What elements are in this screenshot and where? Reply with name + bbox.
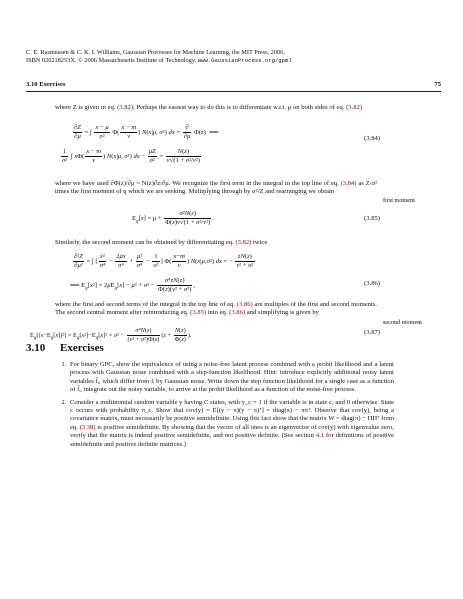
p2-text-b: as Z/σ² times the first moment of q which we are seeking. Multiplying through by σ²/Z and rearranging we obtain xyxy=(55,180,377,195)
equation-3-84 xyxy=(60,122,380,176)
header-isbn-copyright: ISBN 026218253X. © 2006 Massachusetts Institute of Technology. xyxy=(26,57,197,65)
eq87-body: $E_q[(x-E_q[x])^2] = E_q[x^2]-E_q[x]^2 = \sigma^2$ − $\frac{\text{σ⁴N(z)}}{\text{(v² + σ²)Φ(z)}}$ (z + $\frac{N(z)}{\Phi(z)}$ ). xyxy=(30,327,192,343)
p3-text-a: Similarly, the second moment can be obtained by differentiating eq. xyxy=(55,239,234,246)
exercise-2-text-c: for definitions of positive semidefinite and positive definite matrices.) xyxy=(70,432,394,448)
header-url-link[interactable]: www.GaussianProcess.org/gpml xyxy=(197,57,292,65)
eq-ref-3-82[interactable]: (3.82) xyxy=(235,239,252,246)
margin-note-second-moment: second moment xyxy=(383,319,423,326)
p4-text-b: are multiples of the first and second moments. The second central moment after reintroducing eq. xyxy=(55,301,377,316)
page-number: 75 xyxy=(434,81,441,88)
eq86-line1: $\frac{\text{∂²Z}}{\text{∂μ²}}$ = ∫ [ $\frac{\text{x²}}{\text{σ⁴}}$ − $\frac{2\mu x}{\text{σ⁴}}$ + $\frac{\text{μ²}}{\text{σ⁴}}$ − $\frac{1}{\text{σ²}}$ ] Φ( $\frac{x-m}{v}$ ) N(x|μ,σ²) dx = − $\frac{zN(z)}{\text{v² + σ²}}$ xyxy=(74,253,254,269)
eq85-body: $E_q[x] = \mu$ + $\frac{\text{σ²N(z)}}{\text{Φ(z)v√(1 + σ²/v²)}}$ . xyxy=(132,210,214,226)
eq86-number: (3.86) xyxy=(364,280,380,287)
p1-text-b: . Perhaps the easiest way to do this is to differentiate w.r.t. μ on both sides of eq. xyxy=(133,104,345,111)
book-header xyxy=(26,49,446,65)
eq-ref-3-84[interactable]: (3.84) xyxy=(340,180,357,187)
header-rule xyxy=(26,91,441,92)
eq-ref-3-38[interactable]: (3.38) xyxy=(79,423,96,431)
eq84-line1: $\frac{\partial Z}{\partial\mu}$ = ∫ $\frac{x - \mu}{\text{σ²}}$ Φ( $\frac{x - m}{v}$ ) N(x|μ, σ²) dx = $\frac{\partial}{\partial\mu}$ Φ(z) ⟺ xyxy=(74,124,219,140)
eq86-line2: ⟺ $E_q[x^2] = 2\mu E_q[x] - \mu^2 + \sigma^2$ − $\frac{\text{σ⁴zN(z)}}{\text{Φ(z)(v² + σ²)}}$ , xyxy=(70,277,196,293)
section-number: 3.10 xyxy=(26,342,46,354)
margin-note-first-moment: first moment xyxy=(383,197,415,204)
paragraph-4 xyxy=(55,301,377,317)
eq84-number: (3.84) xyxy=(364,135,380,142)
exercise-1-text: For binary GPC, show the equivalence of using a noise-free latent process combined with a probit likelihood and a latent process with Gaussian noise combined with a step-function likelihood. Hint: introduce explicitly additional noisy latent variables f̃ᵢ, which differ from fᵢ by Gaussian noise. Write down the step function likelihood for a single case as a function of f̃ᵢ, integrate out the noisy variable, to arrive at the probit likelihood as a function of the noise-free process. xyxy=(70,361,394,394)
header-line-2 xyxy=(26,57,446,65)
equation-3-86 xyxy=(60,251,380,299)
running-head-section: 3.10 Exercises xyxy=(26,81,66,88)
header-line-1: C. E. Rasmussen & C. K. I. Williams, Gaussian Processes for Machine Learning, the MIT Press, 2006, xyxy=(26,49,285,56)
exercise-item-1 xyxy=(68,361,394,395)
eq-ref-3-85[interactable]: (3.85) xyxy=(190,309,207,316)
eq87-number: (3.87) xyxy=(364,329,380,336)
eq-ref-3-82[interactable]: (3.82) xyxy=(346,104,363,111)
section-heading xyxy=(26,342,104,354)
paragraph-2 xyxy=(55,180,377,196)
equation-3-85 xyxy=(60,208,380,234)
exercise-list xyxy=(55,361,394,453)
p4-text-c: into eq. xyxy=(207,309,228,316)
exercise-2-text-b: is positive semidefinite. By showing that the vector of all ones is an eigenvector of cov(y) with eigenvalue zero, verify that the matrix is indeed positive semidefinite, and not positive definite. (See section xyxy=(70,423,394,440)
paragraph-1 xyxy=(55,104,377,112)
running-head xyxy=(26,81,441,88)
eq-ref-3-86[interactable]: (3.86) xyxy=(229,309,246,316)
paragraph-3 xyxy=(55,239,377,247)
eq85-number: (3.85) xyxy=(364,215,380,222)
p1-text-a: where Z is given in eq. xyxy=(55,104,116,111)
eq-ref-3-82[interactable]: (3.82) xyxy=(117,104,134,111)
eq-ref-3-86[interactable]: (3.86) xyxy=(236,301,253,308)
p4-text-d: and simplifying is given by xyxy=(246,309,319,316)
exercise-item-2 xyxy=(68,399,394,449)
section-ref-4-1[interactable]: 4.1 xyxy=(315,432,325,440)
p4-text-a: where the first and second terms of the integral in the top line of eq. xyxy=(55,301,236,308)
eq84-line2: $\frac{1}{\text{σ²}}$ ∫ xΦ( $\frac{x - m}{v}$ ) N(x|μ, σ²) dx − $\frac{\mu Z}{\text{σ²}}$ = $\frac{N(z)}{\text{v√(1 + σ²/v²)}}$ xyxy=(62,148,200,164)
p3-text-b: twice xyxy=(252,239,268,246)
section-title: Exercises xyxy=(60,342,104,354)
p2-text-a: where we have used ∂Φ(z)/∂μ = N(z)∂z/∂μ. We recognize the first term in the integral in the top line of eq. xyxy=(55,180,339,187)
exercise-2-text-a: Consider a multinomial random variable y having C states, with y_c = 1 if the variable is in state c, and 0 otherwise. State c occurs with probability π_c. Show that cov(y) = E[(y − π)(y − π)ᵀ] = diag(π) − ππᵀ. Observe that cov(y), being a covariance matrix, must necessarily be positive semidefinite. Using this fact show that the matrix W = diag(π) − ΠΠᵀ from eq. xyxy=(70,398,394,431)
